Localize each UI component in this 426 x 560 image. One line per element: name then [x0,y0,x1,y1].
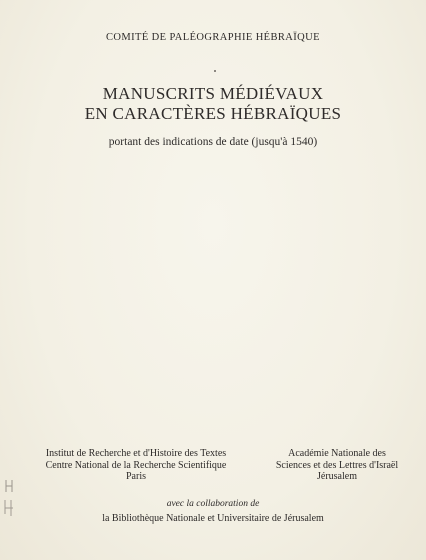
institution-left [26,448,246,483]
subtitle: portant des indications de date (jusqu'à 1540) [108,136,318,148]
institution-right-line-3: Jérusalem [317,471,357,482]
institution-right [262,448,412,483]
committee-heading: COMITÉ DE PALÉOGRAPHIE HÉBRAÏQUE [106,32,320,43]
institution-left-line-3: Paris [126,471,146,482]
paper-speck [214,70,216,72]
institution-left-line-1: Institut de Recherche et d'Histoire des Textes [45,448,227,459]
institution-left-line-2: Centre National de la Recherche Scientifique [45,459,227,471]
institution-right-line-2: Sciences et des Lettres d'Israël [275,459,399,471]
collaborating-library: la Bibliothèque Nationale et Universitaire de Jérusalem [102,513,324,524]
collaboration-intro: avec la collaboration de [166,499,260,509]
book-title [0,84,426,124]
pencil-annotation-mark [2,478,16,518]
institution-right-line-1: Académie Nationale des [288,448,386,459]
title-line-2: EN CARACTÈRES HÉBRAÏQUES [84,104,342,123]
title-line-1: MANUSCRITS MÉDIÉVAUX [102,84,324,103]
